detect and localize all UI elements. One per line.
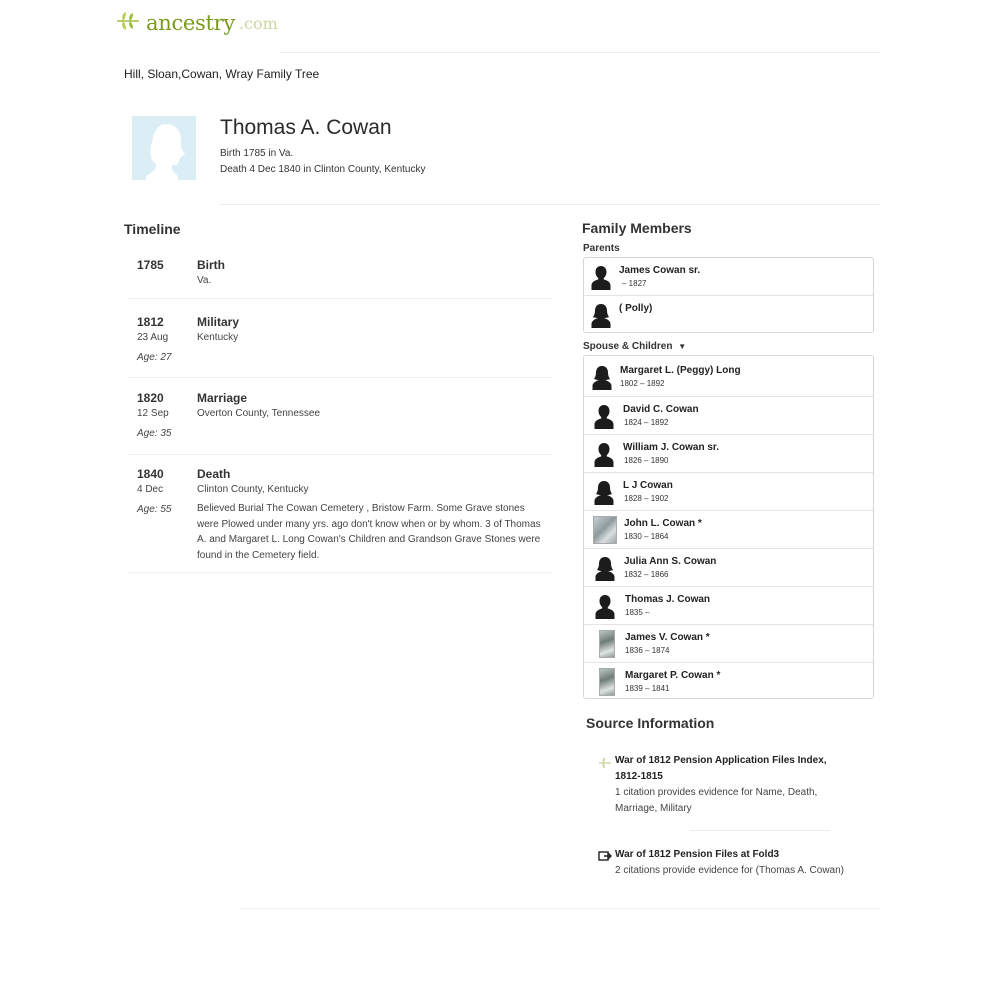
member-dates: 1824 – 1892 [624, 418, 669, 427]
source-item[interactable] [598, 753, 868, 819]
event-type: Military [197, 315, 240, 329]
tree-title[interactable]: Hill, Sloan,Cowan, Wray Family Tree [124, 67, 320, 81]
spouse-children-label: Spouse & Children [583, 341, 673, 352]
timeline-event-marriage[interactable] [137, 391, 557, 446]
child-row[interactable] [584, 624, 873, 662]
person-silhouette-icon [591, 264, 611, 290]
spouse-children-list [583, 355, 874, 699]
timeline-event-death[interactable] [137, 467, 557, 567]
child-row[interactable] [584, 548, 873, 586]
member-dates: 1836 – 1874 [625, 646, 670, 655]
person-silhouette-icon [591, 302, 611, 328]
ancestry-logo[interactable] [114, 8, 278, 38]
event-year: 1820 [137, 391, 164, 405]
event-place: Kentucky [197, 332, 239, 343]
child-row[interactable] [584, 472, 873, 510]
tombstone-photo-thumbnail [599, 668, 615, 696]
timeline-event-military[interactable] [137, 315, 557, 370]
member-name: James V. Cowan * [625, 632, 710, 643]
person-death-summary: Death 4 Dec 1840 in Clinton County, Kentucky [220, 164, 426, 175]
external-link-icon [598, 849, 612, 867]
person-silhouette-icon [595, 555, 615, 581]
member-name: Thomas J. Cowan [625, 594, 711, 605]
person-silhouette-icon [594, 441, 614, 467]
tombstone-photo-thumbnail [593, 516, 617, 544]
person-silhouette-icon [594, 479, 614, 505]
event-year: 1840 [137, 467, 164, 481]
child-row[interactable] [584, 434, 873, 472]
person-silhouette-icon [594, 403, 614, 429]
event-date: 4 Dec [137, 484, 164, 495]
person-silhouette-icon [132, 116, 196, 180]
timeline-event-birth[interactable] [137, 258, 557, 298]
member-dates: 1835 – [625, 608, 650, 617]
spouse-row[interactable] [584, 358, 873, 395]
event-type: Death [197, 467, 231, 481]
caret-down-icon: ▼ [678, 342, 687, 351]
parents-label: Parents [583, 243, 620, 254]
member-dates: 1832 – 1866 [624, 570, 669, 579]
logo-tld: .com [238, 13, 278, 33]
person-silhouette-icon [592, 364, 612, 390]
event-place: Clinton County, Kentucky [197, 484, 309, 495]
source-evidence: 2 citations provide evidence for (Thomas A. Cowan) [615, 865, 844, 876]
tombstone-photo-thumbnail [599, 630, 615, 658]
parents-list [583, 257, 874, 333]
child-row[interactable] [584, 510, 873, 548]
member-name: John L. Cowan * [624, 518, 702, 529]
member-dates: – 1827 [622, 279, 647, 288]
member-dates: 1802 – 1892 [620, 379, 665, 388]
leaf-icon [598, 756, 612, 774]
event-year: 1812 [137, 315, 164, 329]
event-type: Marriage [197, 391, 248, 405]
member-name: Margaret L. (Peggy) Long [620, 365, 741, 376]
source-title[interactable]: War of 1812 Pension Application Files Index, [615, 755, 827, 766]
person-name: Thomas A. Cowan [220, 116, 392, 139]
member-name: Margaret P. Cowan * [625, 670, 721, 681]
event-age: Age: 55 [137, 504, 172, 515]
event-place: Va. [197, 275, 212, 286]
leaf-logo-icon [114, 10, 142, 37]
family-member-row[interactable] [584, 258, 873, 295]
member-name: James Cowan sr. [619, 265, 701, 276]
source-evidence-cont: Marriage, Military [615, 803, 692, 814]
logo-wordmark: ancestry [146, 11, 235, 35]
member-name: William J. Cowan sr. [623, 442, 720, 453]
timeline-heading: Timeline [124, 221, 181, 237]
child-row[interactable] [584, 396, 873, 434]
event-description: Believed Burial The Cowan Cemetery , Bristow Farm. Some Grave stones were Plowed under many yrs. ago don't know when or by whom. 3 of Thomas A. and Margaret L. Long Cowan's Children and Grandson Grave Stones were found in the Cemetery field. [197, 503, 541, 561]
source-item[interactable] [598, 847, 878, 881]
member-dates: 1828 – 1902 [624, 494, 669, 503]
event-place: Overton County, Tennessee [197, 408, 321, 419]
event-year: 1785 [137, 258, 164, 272]
event-date: 12 Sep [137, 408, 169, 419]
member-name: ( Polly) [619, 303, 653, 314]
spouse-children-toggle[interactable] [583, 341, 686, 352]
event-date: 23 Aug [137, 332, 169, 343]
source-information-heading: Source Information [586, 715, 715, 731]
event-type: Birth [197, 258, 225, 272]
event-age: Age: 35 [137, 428, 172, 439]
source-evidence: 1 citation provides evidence for Name, Death, [615, 787, 818, 798]
child-row[interactable] [584, 586, 873, 624]
person-silhouette-icon [595, 593, 615, 619]
source-title[interactable]: War of 1812 Pension Files at Fold3 [615, 849, 780, 860]
member-dates: 1839 – 1841 [625, 684, 670, 693]
member-dates: 1830 – 1864 [624, 532, 669, 541]
member-name: L J Cowan [623, 480, 673, 491]
profile-portrait[interactable] [132, 116, 196, 180]
member-dates: 1826 – 1890 [624, 456, 669, 465]
child-row[interactable] [584, 662, 873, 700]
family-member-row[interactable] [584, 295, 873, 333]
person-birth-summary: Birth 1785 in Va. [220, 148, 294, 159]
family-members-heading: Family Members [582, 220, 692, 236]
event-age: Age: 27 [137, 352, 172, 363]
member-name: David C. Cowan [623, 404, 699, 415]
member-name: Julia Ann S. Cowan [624, 556, 717, 567]
source-title-cont[interactable]: 1812-1815 [615, 771, 663, 782]
